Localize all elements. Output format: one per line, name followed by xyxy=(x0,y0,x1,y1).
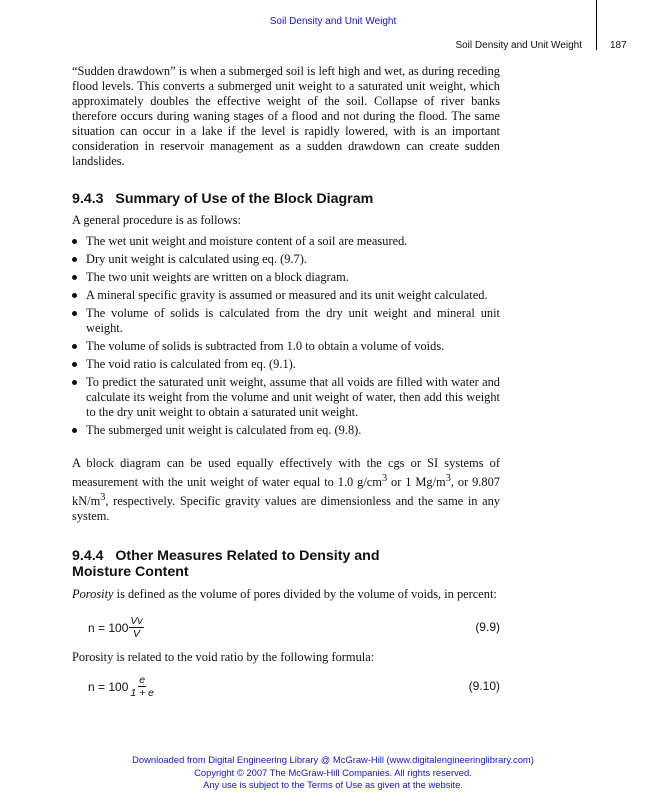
porosity-relation-text: Porosity is related to the void ratio by the following formula: xyxy=(72,649,375,664)
section-number: 9.4.4 xyxy=(72,547,104,564)
list-item xyxy=(72,423,500,438)
equation-9-10 xyxy=(72,669,500,705)
section-title-line-2: Moisture Content xyxy=(72,564,189,581)
list-item xyxy=(72,252,500,267)
list-item xyxy=(72,306,500,336)
bullet-icon xyxy=(72,293,77,298)
equation-number: (9.10) xyxy=(468,678,500,693)
list-item-text: The two unit weights are written on a block diagram. xyxy=(86,269,349,284)
intro-paragraph: “Sudden drawdown” is when a submerged soil is left high and wet, as during receding flood levels. This converts a submerged unit weight to a saturated unit weight, which approximately doubles the effective weight of the soil. Collapse of river banks therefore occurs during waning stages of a flood and not during the flood. The same situation can occur in a lake if the level is rapidly lowered, with is an important consideration in reservoir management as a sudden drawdown can create sudden landslides. xyxy=(72,64,500,168)
section-number: 9.4.3 xyxy=(72,191,104,207)
list-item-text: Dry unit weight is calculated using eq. (9.7). xyxy=(86,251,307,266)
list-item xyxy=(72,375,500,420)
footer-terms-link[interactable]: Any use is subject to the Terms of Use as given at the website. xyxy=(203,779,463,790)
footer-copyright: Copyright © 2007 The McGraw-Hill Companies. All rights reserved. xyxy=(194,766,472,778)
page-body xyxy=(72,64,500,705)
bullet-icon xyxy=(72,311,77,316)
units-text-1: A block diagram can be used equally effectively with the cgs or SI systems of measurement with the unit weight of water equal to 1.0 g/cm xyxy=(72,455,500,489)
top-banner-link[interactable]: Soil Density and Unit Weight xyxy=(269,16,397,27)
procedure-lead: A general procedure is as follows: xyxy=(72,212,241,227)
footer-download-link[interactable]: Downloaded from Digital Engineering Library @ McGraw-Hill (www.digitalengineeringlibrary.com) xyxy=(132,754,534,765)
list-item xyxy=(72,339,500,354)
units-text-3: , or 9.807 kN/m xyxy=(72,474,500,508)
bullet-icon xyxy=(72,275,77,280)
porosity-definition-text: is defined as the volume of pores divided by the volume of voids, in percent: xyxy=(113,586,497,601)
list-item-text: The wet unit weight and moisture content of a soil are measured. xyxy=(86,233,408,248)
fraction-numerator: e xyxy=(139,673,146,686)
fraction-denominator: V xyxy=(133,627,141,640)
bullet-icon xyxy=(72,257,77,262)
superscript-3: 3 xyxy=(445,472,451,484)
porosity-term: Porosity xyxy=(72,586,114,601)
bullet-icon xyxy=(72,428,77,433)
section-heading-9-4-4 xyxy=(72,548,500,581)
list-item-text: The void ratio is calculated from eq. (9.1). xyxy=(86,356,296,371)
list-item xyxy=(72,288,500,303)
equation-fraction xyxy=(129,674,155,700)
superscript-3: 3 xyxy=(100,491,106,503)
equation-number: (9.9) xyxy=(475,619,500,634)
fraction-denominator: 1 + e xyxy=(130,686,155,699)
bullet-icon xyxy=(72,344,77,349)
list-item xyxy=(72,357,500,372)
units-text-4: , respectively. Specific gravity values are dimensionless and the same in any system. xyxy=(72,493,500,523)
list-item-text: The volume of solids is calculated from the dry unit weight and mineral unit weight. xyxy=(86,305,500,335)
section-title-line-1: Other Measures Related to Density and xyxy=(115,547,380,564)
fraction-numerator: Vv xyxy=(130,614,143,627)
superscript-3: 3 xyxy=(381,472,388,484)
list-item-text: The volume of solids is subtracted from 1.0 to obtain a volume of voids. xyxy=(86,338,445,353)
bullet-icon xyxy=(72,362,77,367)
header-vertical-rule xyxy=(596,0,597,50)
running-head: Soil Density and Unit Weight xyxy=(455,40,582,51)
page-number: 187 xyxy=(610,40,627,51)
list-item-text: To predict the saturated unit weight, assume that all voids are filled with water and calculate its weight from the volume and unit weight of water, then add this weight to the dry unit weight to obtain a saturated unit weight. xyxy=(86,374,500,419)
list-item xyxy=(72,234,500,249)
porosity-definition xyxy=(72,587,500,602)
equation-lhs: n = 100 xyxy=(88,679,129,694)
section-heading-9-4-3 xyxy=(72,191,500,208)
equation-9-9 xyxy=(72,610,500,646)
footer-notice xyxy=(0,754,666,792)
units-paragraph xyxy=(72,456,500,524)
section-title: Summary of Use of the Block Diagram xyxy=(115,191,374,207)
equation-lhs: n = 100 xyxy=(88,620,129,635)
list-item-text: A mineral specific gravity is assumed or measured and its unit weight calculated. xyxy=(86,287,488,302)
bullet-icon xyxy=(72,239,77,244)
procedure-list xyxy=(72,234,500,438)
bullet-icon xyxy=(72,380,77,385)
list-item-text: The submerged unit weight is calculated from eq. (9.8). xyxy=(86,422,362,437)
list-item xyxy=(72,270,500,285)
equation-fraction xyxy=(129,615,143,641)
units-text-2: or 1 Mg/m xyxy=(387,474,446,489)
